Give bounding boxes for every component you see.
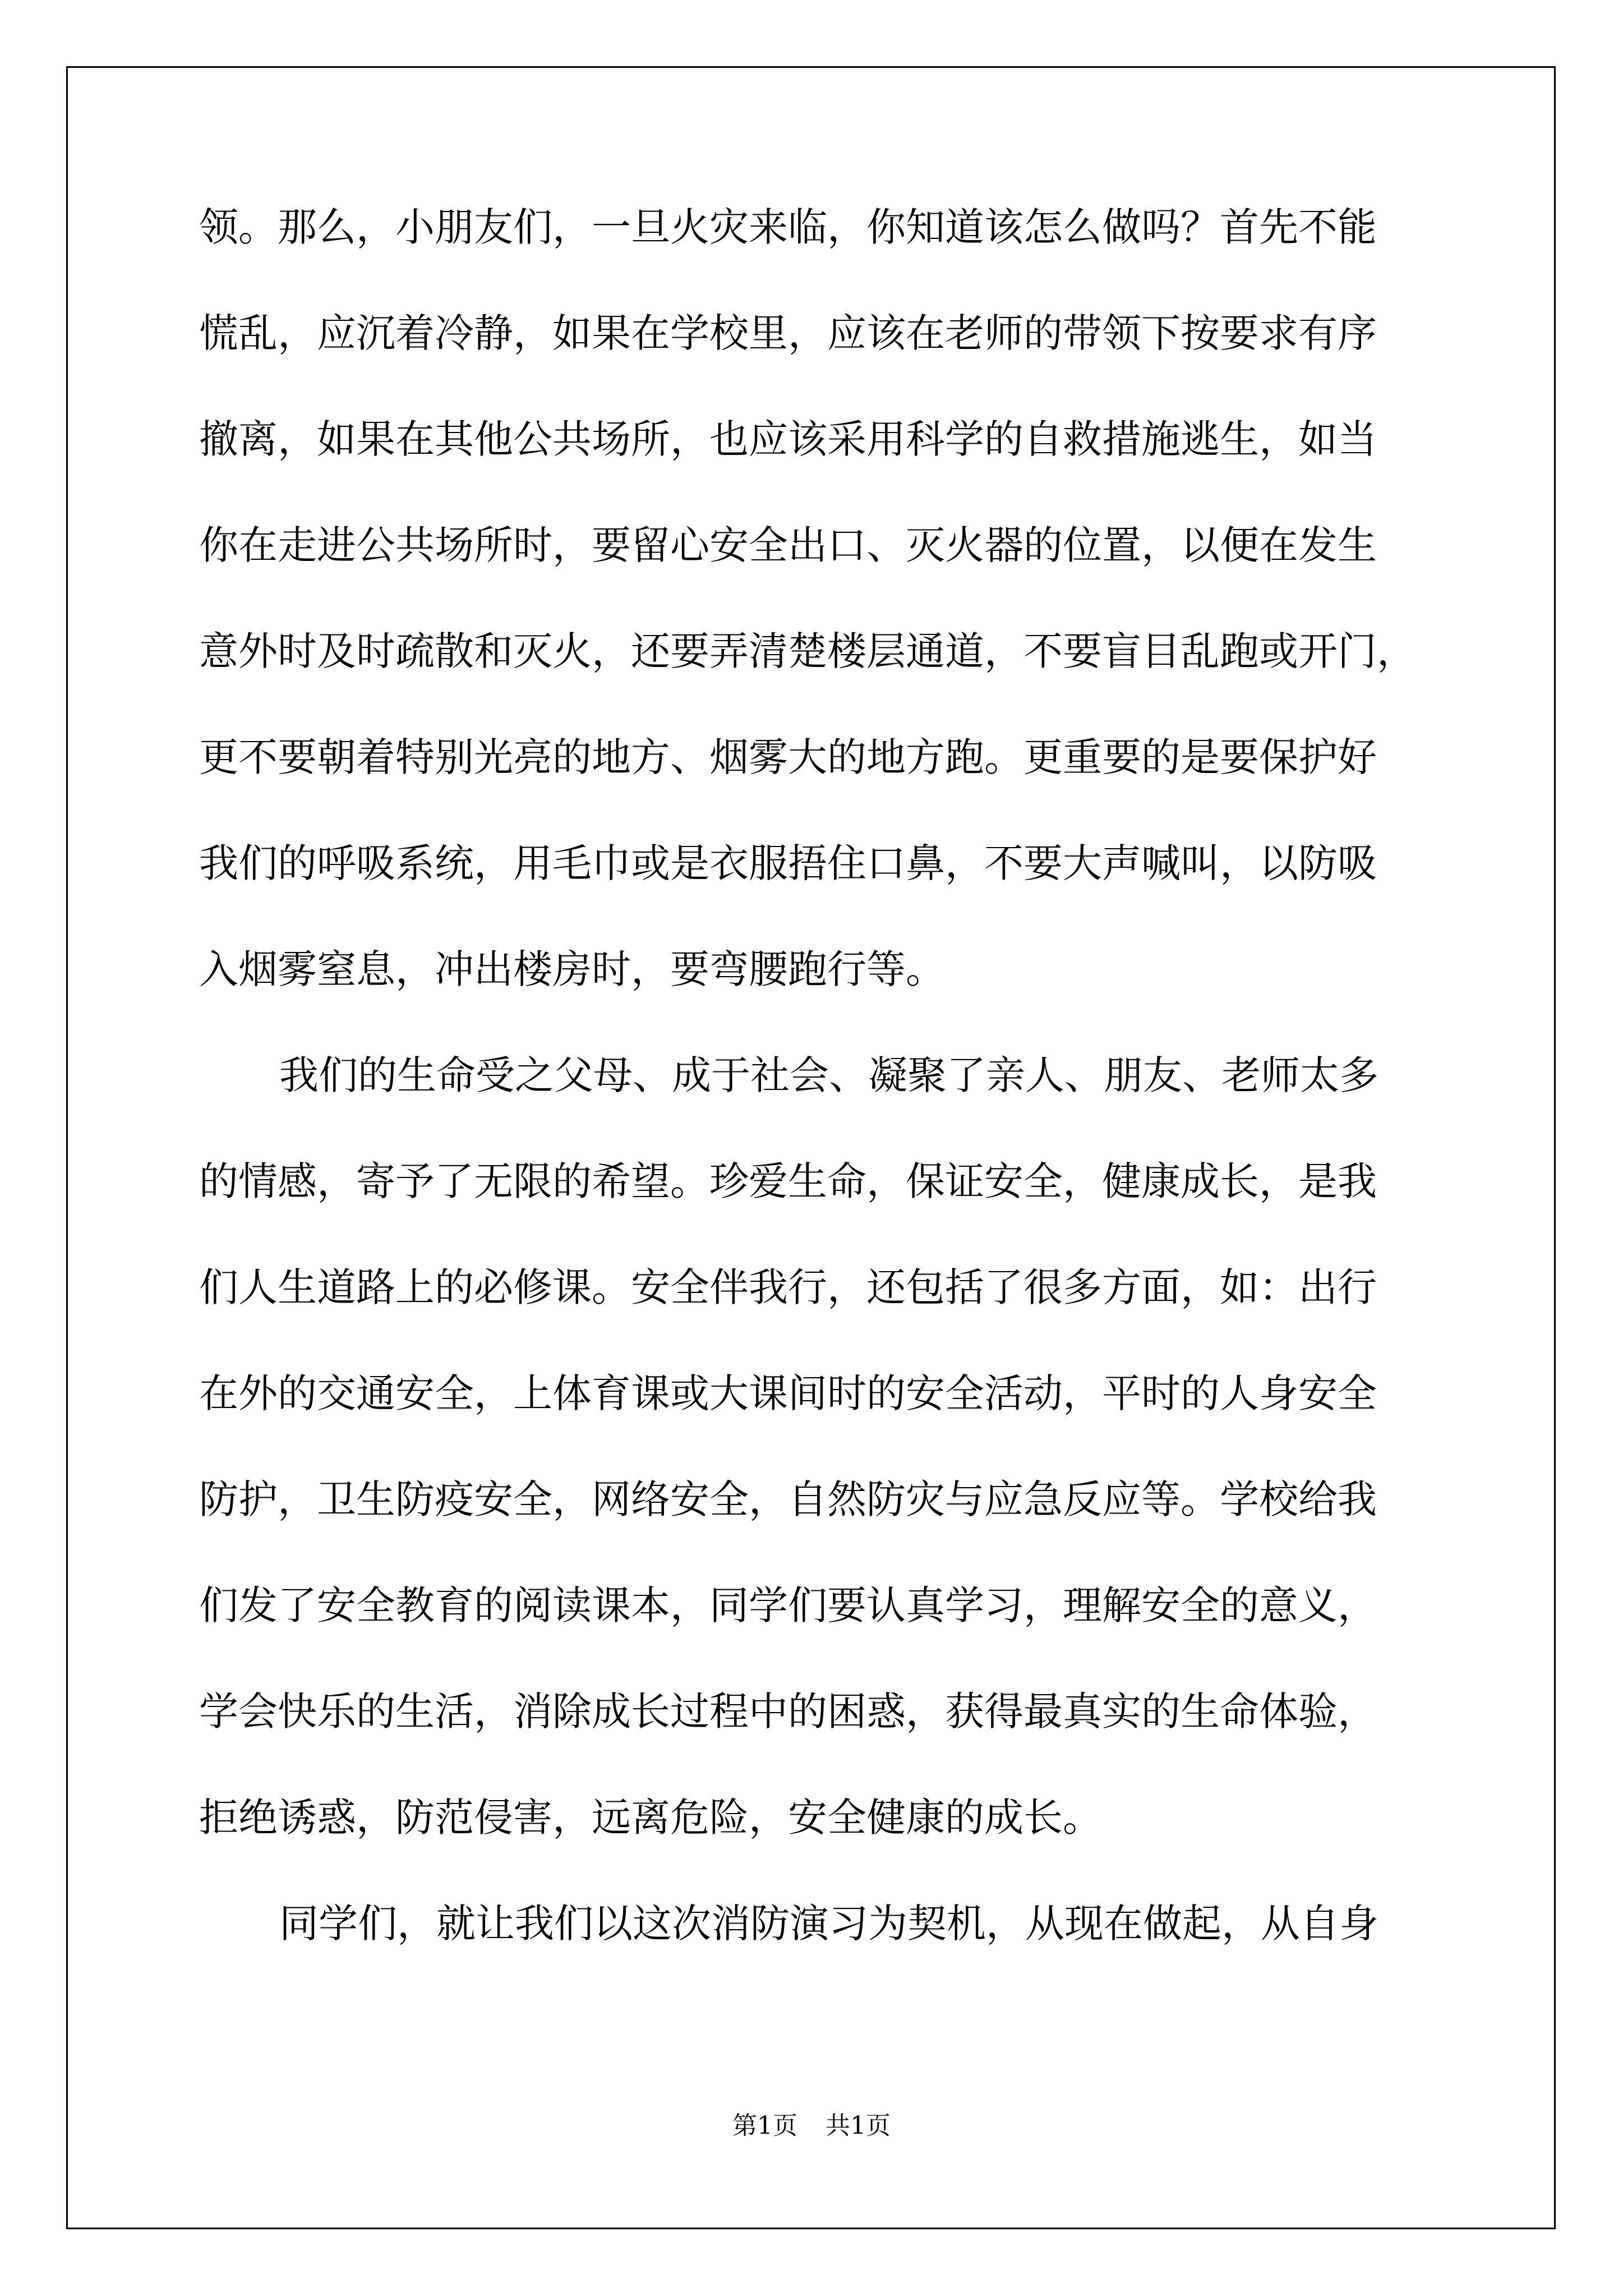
page-number-total: 共1页: [826, 2111, 891, 2140]
text-line: 撤离，如果在其他公共场所，也应该采用科学的自救措施逃生，如当: [199, 416, 1377, 462]
page-footer: [0, 2105, 1623, 2141]
page-number-current: 第1页: [732, 2111, 797, 2140]
text-line: 我们的生命受之父母、成于社会、凝聚了亲人、朋友、老师太多: [279, 1052, 1378, 1098]
text-line: 在外的交通安全，上体育课或大课间时的安全活动，平时的人身安全: [199, 1370, 1377, 1416]
text-line: 意外时及时疏散和灭火，还要弄清楚楼层通道，不要盲目乱跑或开门，: [199, 628, 1416, 674]
text-line: 你在走进公共场所时，要留心安全出口、灭火器的位置，以便在发生: [199, 522, 1377, 568]
text-line: 的情感，寄予了无限的希望。珍爱生命，保证安全，健康成长，是我: [199, 1158, 1377, 1204]
text-line: 慌乱，应沉着冷静，如果在学校里，应该在老师的带领下按要求有序: [199, 310, 1377, 356]
text-line: 们发了安全教育的阅读课本，同学们要认真学习，理解安全的意义，: [199, 1582, 1377, 1628]
text-line: 拒绝诱惑，防范侵害，远离危险，安全健康的成长。: [199, 1795, 1102, 1841]
text-line: 们人生道路上的必修课。安全伴我行，还包括了很多方面，如：出行: [199, 1264, 1377, 1310]
text-line: 学会快乐的生活，消除成长过程中的困惑，获得最真实的生命体验，: [199, 1688, 1377, 1734]
text-line: 我们的呼吸系统，用毛巾或是衣服捂住口鼻，不要大声喊叫，以防吸: [199, 840, 1377, 886]
text-line: 同学们，就让我们以这次消防演习为契机，从现在做起，从自身: [279, 1901, 1378, 1947]
text-line: 领。那么，小朋友们，一旦火灾来临，你知道该怎么做吗？首先不能: [199, 204, 1377, 250]
text-line: 入烟雾窒息，冲出楼房时，要弯腰跑行等。: [199, 946, 945, 992]
text-line: 防护，卫生防疫安全，网络安全，自然防灾与应急反应等。学校给我: [199, 1476, 1377, 1522]
text-line: 更不要朝着特别光亮的地方、烟雾大的地方跑。更重要的是要保护好: [199, 734, 1377, 780]
document-body: [199, 204, 1433, 2010]
